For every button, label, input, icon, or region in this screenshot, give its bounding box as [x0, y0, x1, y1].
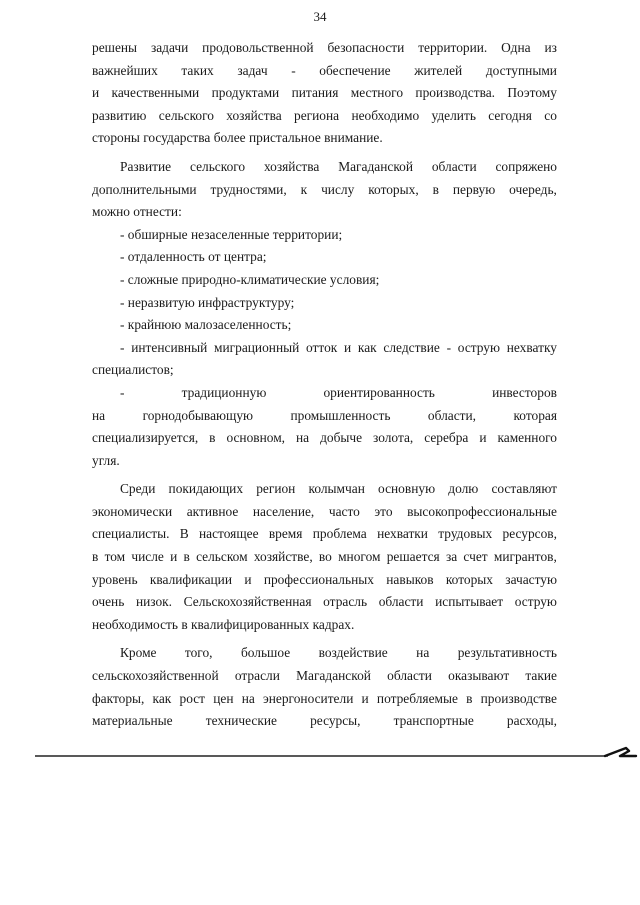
text-line: факторы, как рост цен на энергоносители и потребляемые в производстве [92, 690, 557, 706]
text-line: уровень квалификации и профессиональных навыков которых зачастую [92, 571, 557, 587]
text-line: важнейших таких задач - обеспечение жителей доступными [92, 62, 557, 78]
page-number: 34 [313, 9, 327, 24]
text-line: - сложные природно-климатические условия; [120, 271, 380, 287]
text-line: - интенсивный миграционный отток и как следствие - острую нехватку [120, 339, 557, 355]
bottom-rule-with-pen-stroke [0, 730, 640, 780]
text-line: специалистов; [92, 362, 174, 378]
text-line: Развитие сельского хозяйства Магаданской области сопряжено [120, 158, 557, 174]
text-line: развитию сельского хозяйства региона необходимо уделить сегодня со [92, 107, 557, 123]
text-line: необходимость в квалифицированных кадрах. [92, 616, 355, 632]
text-line: - традиционную ориентированность инвесторов [120, 384, 557, 400]
text-line: и качественными продуктами питания местного производства. Поэтому [92, 85, 557, 101]
text-line: материальные технические ресурсы, транспортные расходы, [92, 713, 557, 729]
text-line: сельскохозяйственной отрасли Магаданской области оказывают такие [92, 668, 557, 684]
text-line: можно отнести: [92, 204, 182, 220]
text-line: решены задачи продовольственной безопасности территории. Одна из [92, 40, 557, 55]
text-line: очень низок. Сельскохозяйственная отрасль области испытывает острую [92, 594, 557, 610]
text-line: - обширные незаселенные территории; [120, 226, 343, 242]
text-line: - отдаленность от центра; [120, 249, 267, 265]
text-line: стороны государства более пристальное внимание. [92, 130, 383, 146]
body-text [92, 37, 557, 733]
text-line: - неразвитую инфраструктуру; [120, 294, 295, 310]
text-line: Кроме того, большое воздействие на результативность [120, 645, 557, 661]
text-line: угля. [92, 452, 120, 468]
text-line: на горнодобывающую промышленность области, которая [92, 407, 557, 423]
text-line: дополнительными трудностями, к числу которых, в первую очередь, [92, 181, 557, 197]
text-line: Среди покидающих регион колымчан основную долю составляют [120, 481, 557, 497]
text-line: специализируется, в основном, на добыче золота, серебра и каменного [92, 430, 557, 446]
text-line: специалисты. В настоящее время проблема нехватки трудовых ресурсов, [92, 526, 557, 542]
text-line: в том числе и в сельском хозяйстве, во многом решается за счет мигрантов, [92, 549, 557, 565]
text-line: экономически активное население, часто это высокопрофессиональные [92, 503, 557, 519]
text-line: - крайнюю малозаселенность; [120, 317, 292, 333]
